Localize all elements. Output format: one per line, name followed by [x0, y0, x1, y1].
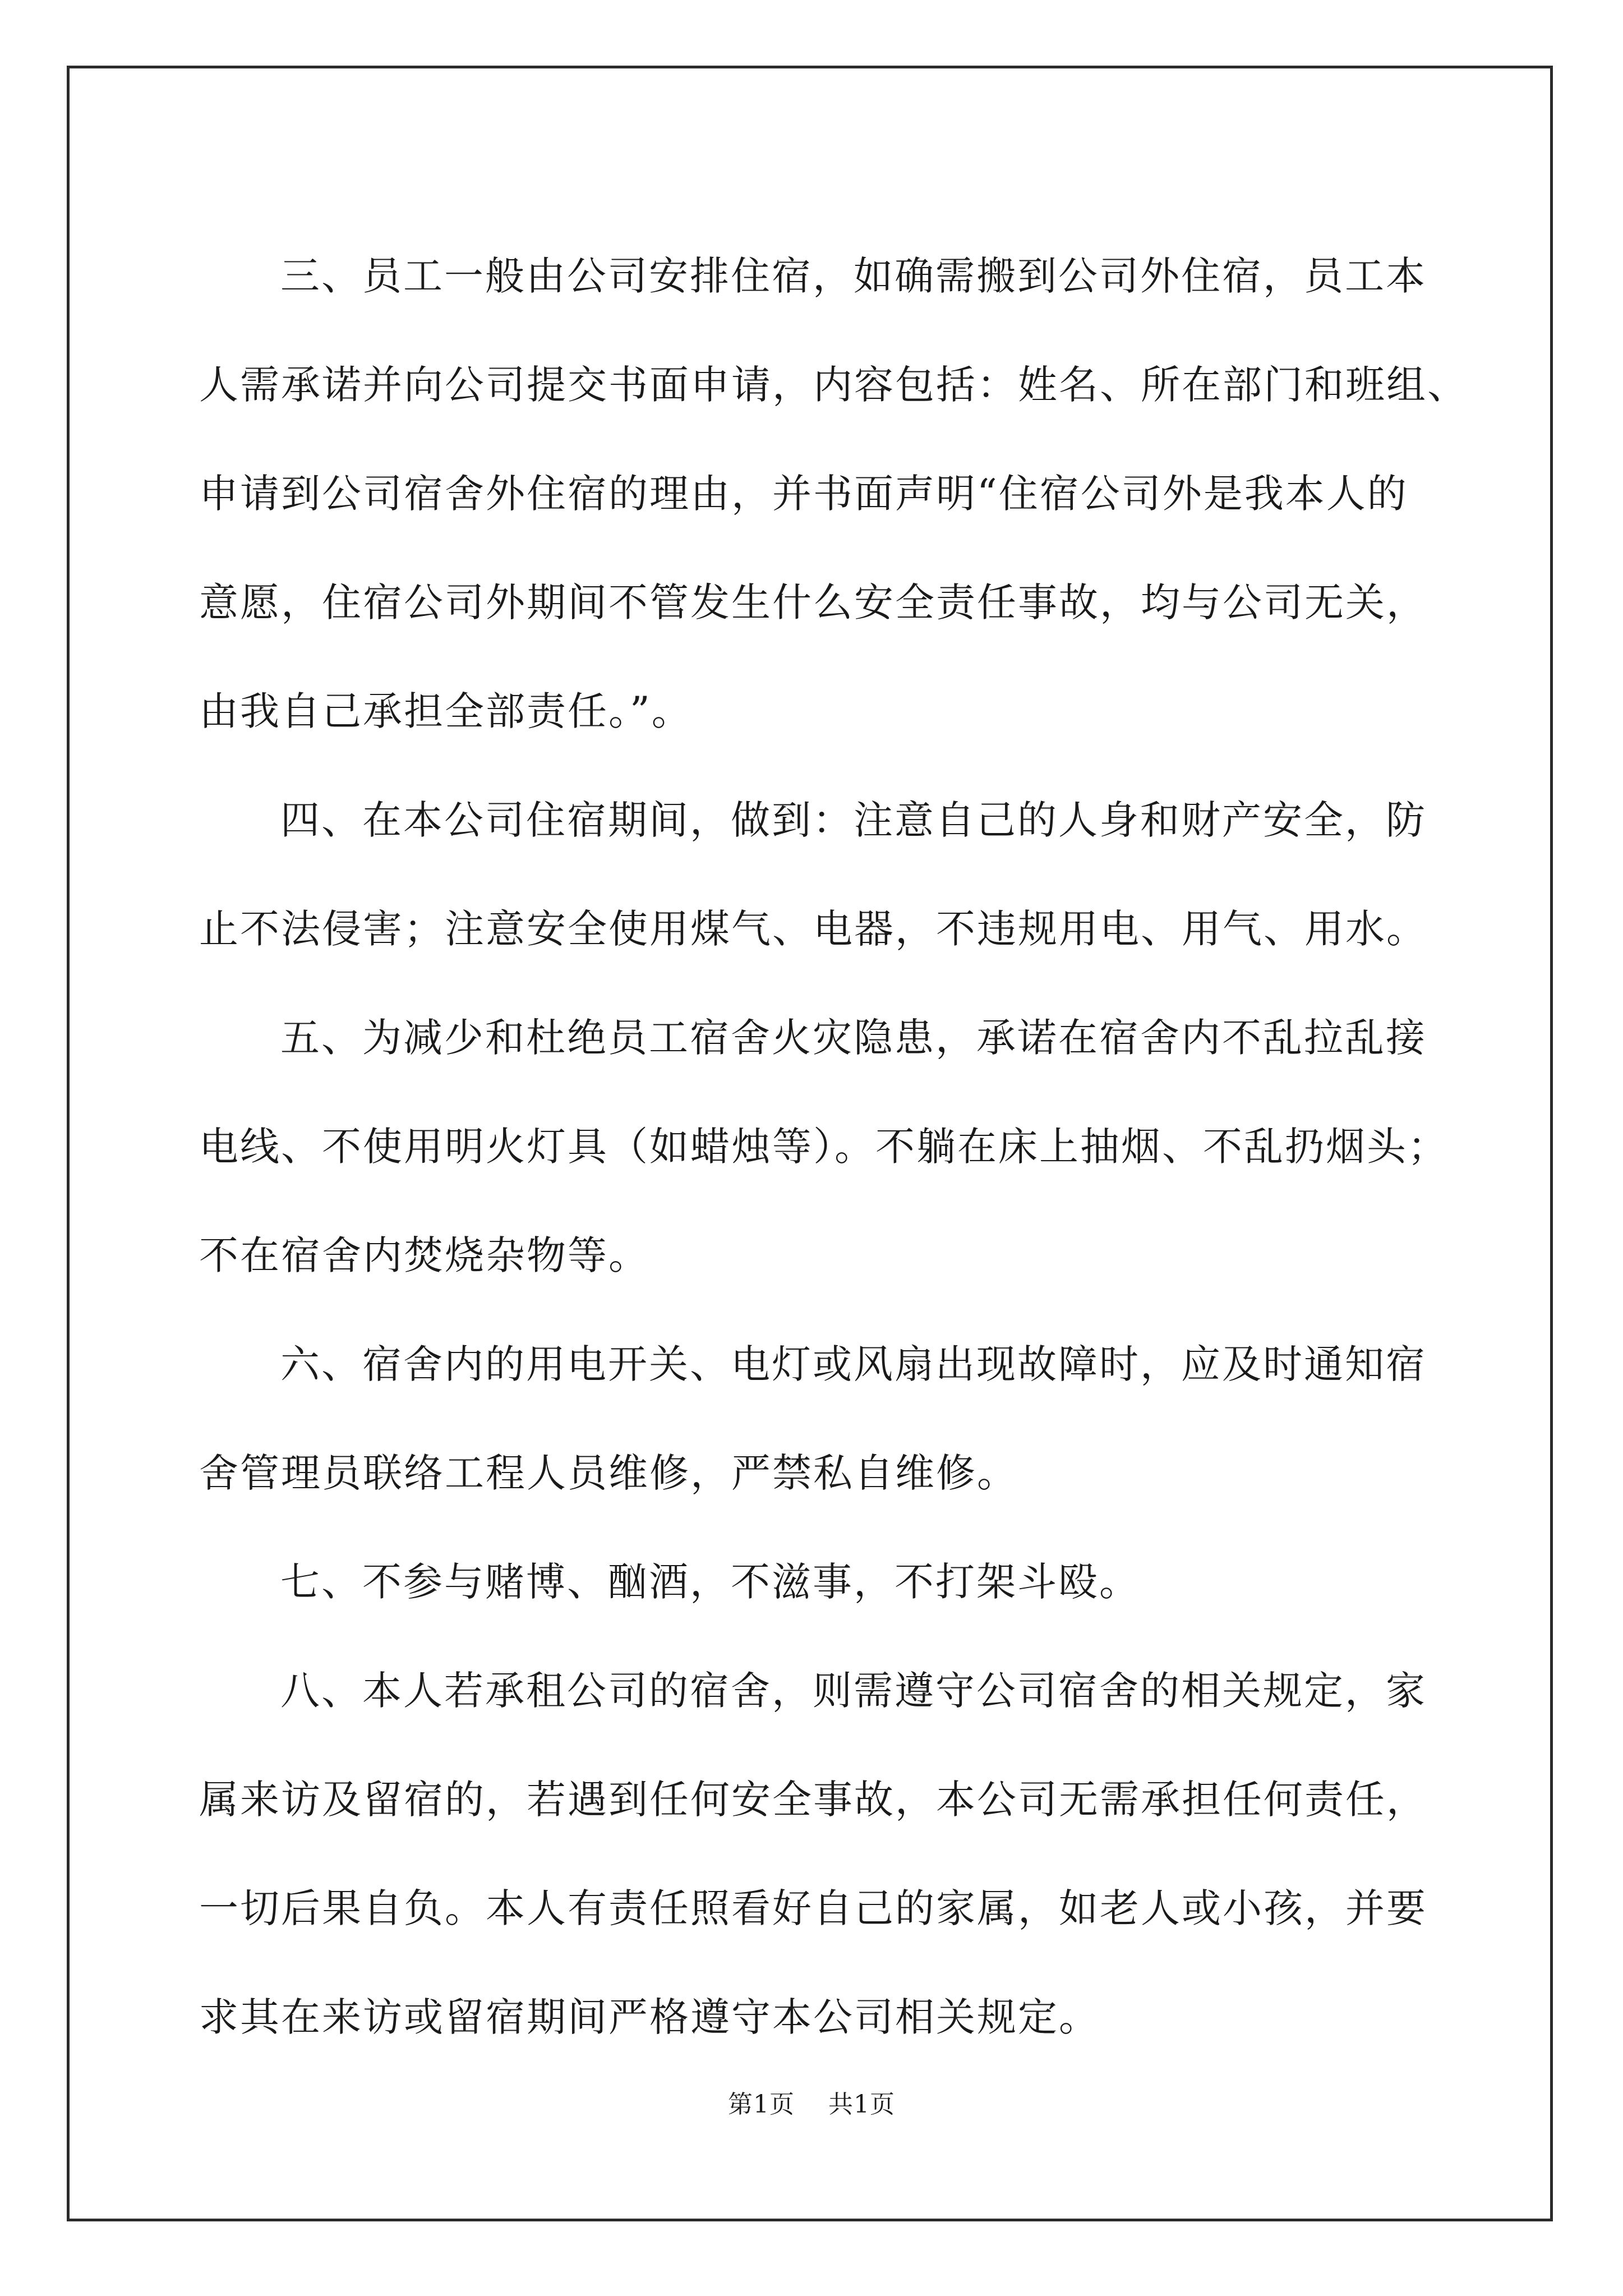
text-line: 属来访及留宿的，若遇到任何安全事故，本公司无需承担任何责任， — [199, 1777, 1427, 1823]
text-line: 八、本人若承租公司的宿舍，则需遵守公司宿舍的相关规定，家 — [280, 1668, 1427, 1714]
paragraph-7 — [199, 1527, 1422, 1636]
paragraph-6 — [199, 1310, 1427, 1527]
page-total: 共1页 — [828, 2090, 895, 2119]
text-line: 六、宿舍内的用电开关、电灯或风扇出现故障时，应及时通知宿 — [280, 1341, 1427, 1387]
text-line: 电线、不使用明火灯具（如蜡烛等）。不躺在床上抽烟、不乱扔烟头； — [199, 1124, 1449, 1170]
text-line: 七、不参与赌博、酗酒，不滋事，不打架斗殴。 — [280, 1559, 1140, 1605]
paragraph-5 — [199, 983, 1449, 1310]
document-body — [199, 222, 1468, 2072]
text-line: 由我自己承担全部责任。”。 — [199, 688, 693, 734]
text-line: 一切后果自负。本人有责任照看好自己的家属，如老人或小孩，并要 — [199, 1885, 1427, 1931]
paragraph-8 — [199, 1636, 1427, 2072]
text-line: 三、员工一般由公司安排住宿，如确需搬到公司外住宿，员工本 — [280, 253, 1427, 299]
text-line: 四、在本公司住宿期间，做到：注意自己的人身和财产安全，防 — [280, 797, 1427, 843]
text-line: 申请到公司宿舍外住宿的理由，并书面声明“住宿公司外是我本人的 — [199, 471, 1408, 517]
text-line: 五、为减少和杜绝员工宿舍火灾隐患，承诺在宿舍内不乱拉乱接 — [280, 1015, 1427, 1061]
paragraph-3 — [199, 222, 1468, 766]
text-line: 意愿，住宿公司外期间不管发生什么安全责任事故，均与公司无关， — [199, 579, 1427, 625]
paragraph-4 — [199, 766, 1427, 983]
text-line: 人需承诺并向公司提交书面申请，内容包括：姓名、所在部门和班组、 — [199, 362, 1468, 408]
text-line: 止不法侵害；注意安全使用煤气、电器，不违规用电、用气、用水。 — [199, 906, 1427, 952]
text-line: 舍管理员联络工程人员维修，严禁私自维修。 — [199, 1450, 1018, 1496]
text-line: 不在宿舍内焚烧杂物等。 — [199, 1232, 649, 1278]
text-line: 求其在来访或留宿期间严格遵守本公司相关规定。 — [199, 1994, 1100, 2040]
page-footer — [0, 2088, 1623, 2122]
page-number: 第1页 — [728, 2090, 795, 2119]
